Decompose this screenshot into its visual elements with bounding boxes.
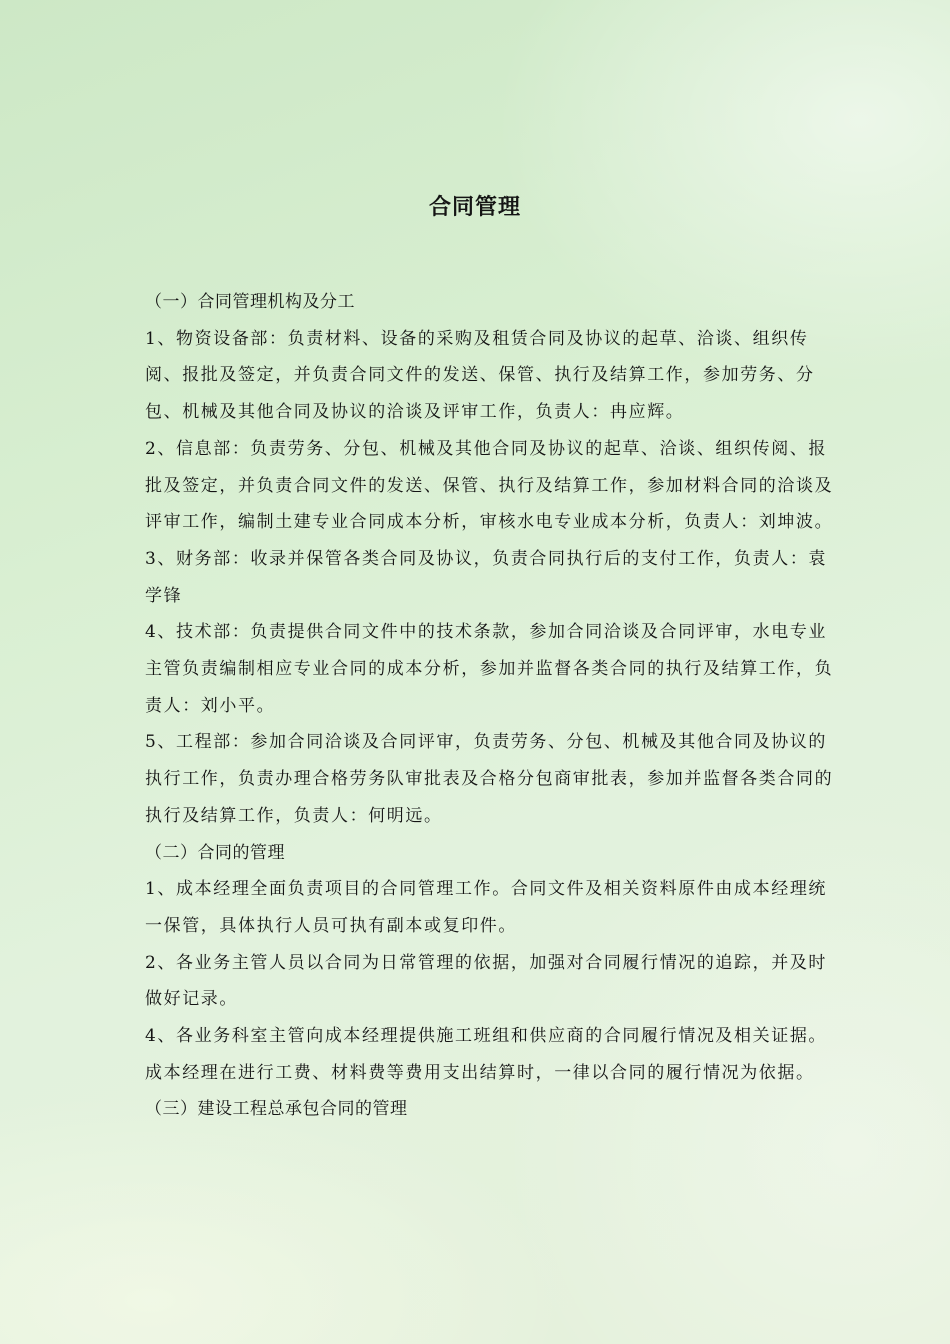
paragraph-1-3: 3、财务部：收录并保管各类合同及协议，负责合同执行后的支付工作，负责人：袁学锋 [145, 548, 828, 606]
section-heading-2: （二）合同的管理 [145, 842, 285, 863]
paragraph-2-4: 4、各业务科室主管向成本经理提供施工班组和供应商的合同履行情况及相关证据。成本经理在进行工费、材料费等费用支出结算时，一律以合同的履行情况为依据。 [145, 1026, 828, 1083]
paragraph-1-1: 1、物资设备部：负责材料、设备的采购及租赁合同及协议的起草、洽谈、组织传阅、报批及签定，并负责合同文件的发送、保管、执行及结算工作，参加劳务、分包、机械及其他合同及协议的洽谈及评审工作，负责人：冉应辉。 [145, 328, 815, 423]
document-title: 合同管理 [428, 194, 521, 220]
paragraph-1-2: 2、信息部：负责劳务、分包、机械及其他合同及协议的起草、洽谈、组织传阅、报批及签定，并负责合同文件的发送、保管、执行及结算工作，参加材料合同的洽谈及评审工作，编制土建专业合同成本分析，审核水电专业成本分析，负责人：刘坤波。 [145, 438, 834, 533]
paragraph-2-2: 2、各业务主管人员以合同为日常管理的依据，加强对合同履行情况的追踪，并及时做好记录。 [145, 952, 828, 1010]
section-heading-1: （一）合同管理机构及分工 [145, 292, 355, 312]
paragraph-1-4: 4、技术部：负责提供合同文件中的技术条款，参加合同洽谈及合同评审，水电专业主管负责编制相应专业合同的成本分析，参加并监督各类合同的执行及结算工作，负责人：刘小平。 [145, 622, 834, 716]
paragraph-1-5: 5、工程部：参加合同洽谈及合同评审，负责劳务、分包、机械及其他合同及协议的执行工作，负责办理合格劳务队审批表及合格分包商审批表，参加并监督各类合同的执行及结算工作，负责人：何明远。 [145, 732, 834, 826]
document-body [145, 284, 835, 1128]
section-heading-3: （三）建设工程总承包合同的管理 [145, 1099, 408, 1120]
paragraph-2-1: 1、成本经理全面负责项目的合同管理工作。合同文件及相关资料原件由成本经理统一保管，具体执行人员可执有副本或复印件。 [145, 879, 828, 936]
